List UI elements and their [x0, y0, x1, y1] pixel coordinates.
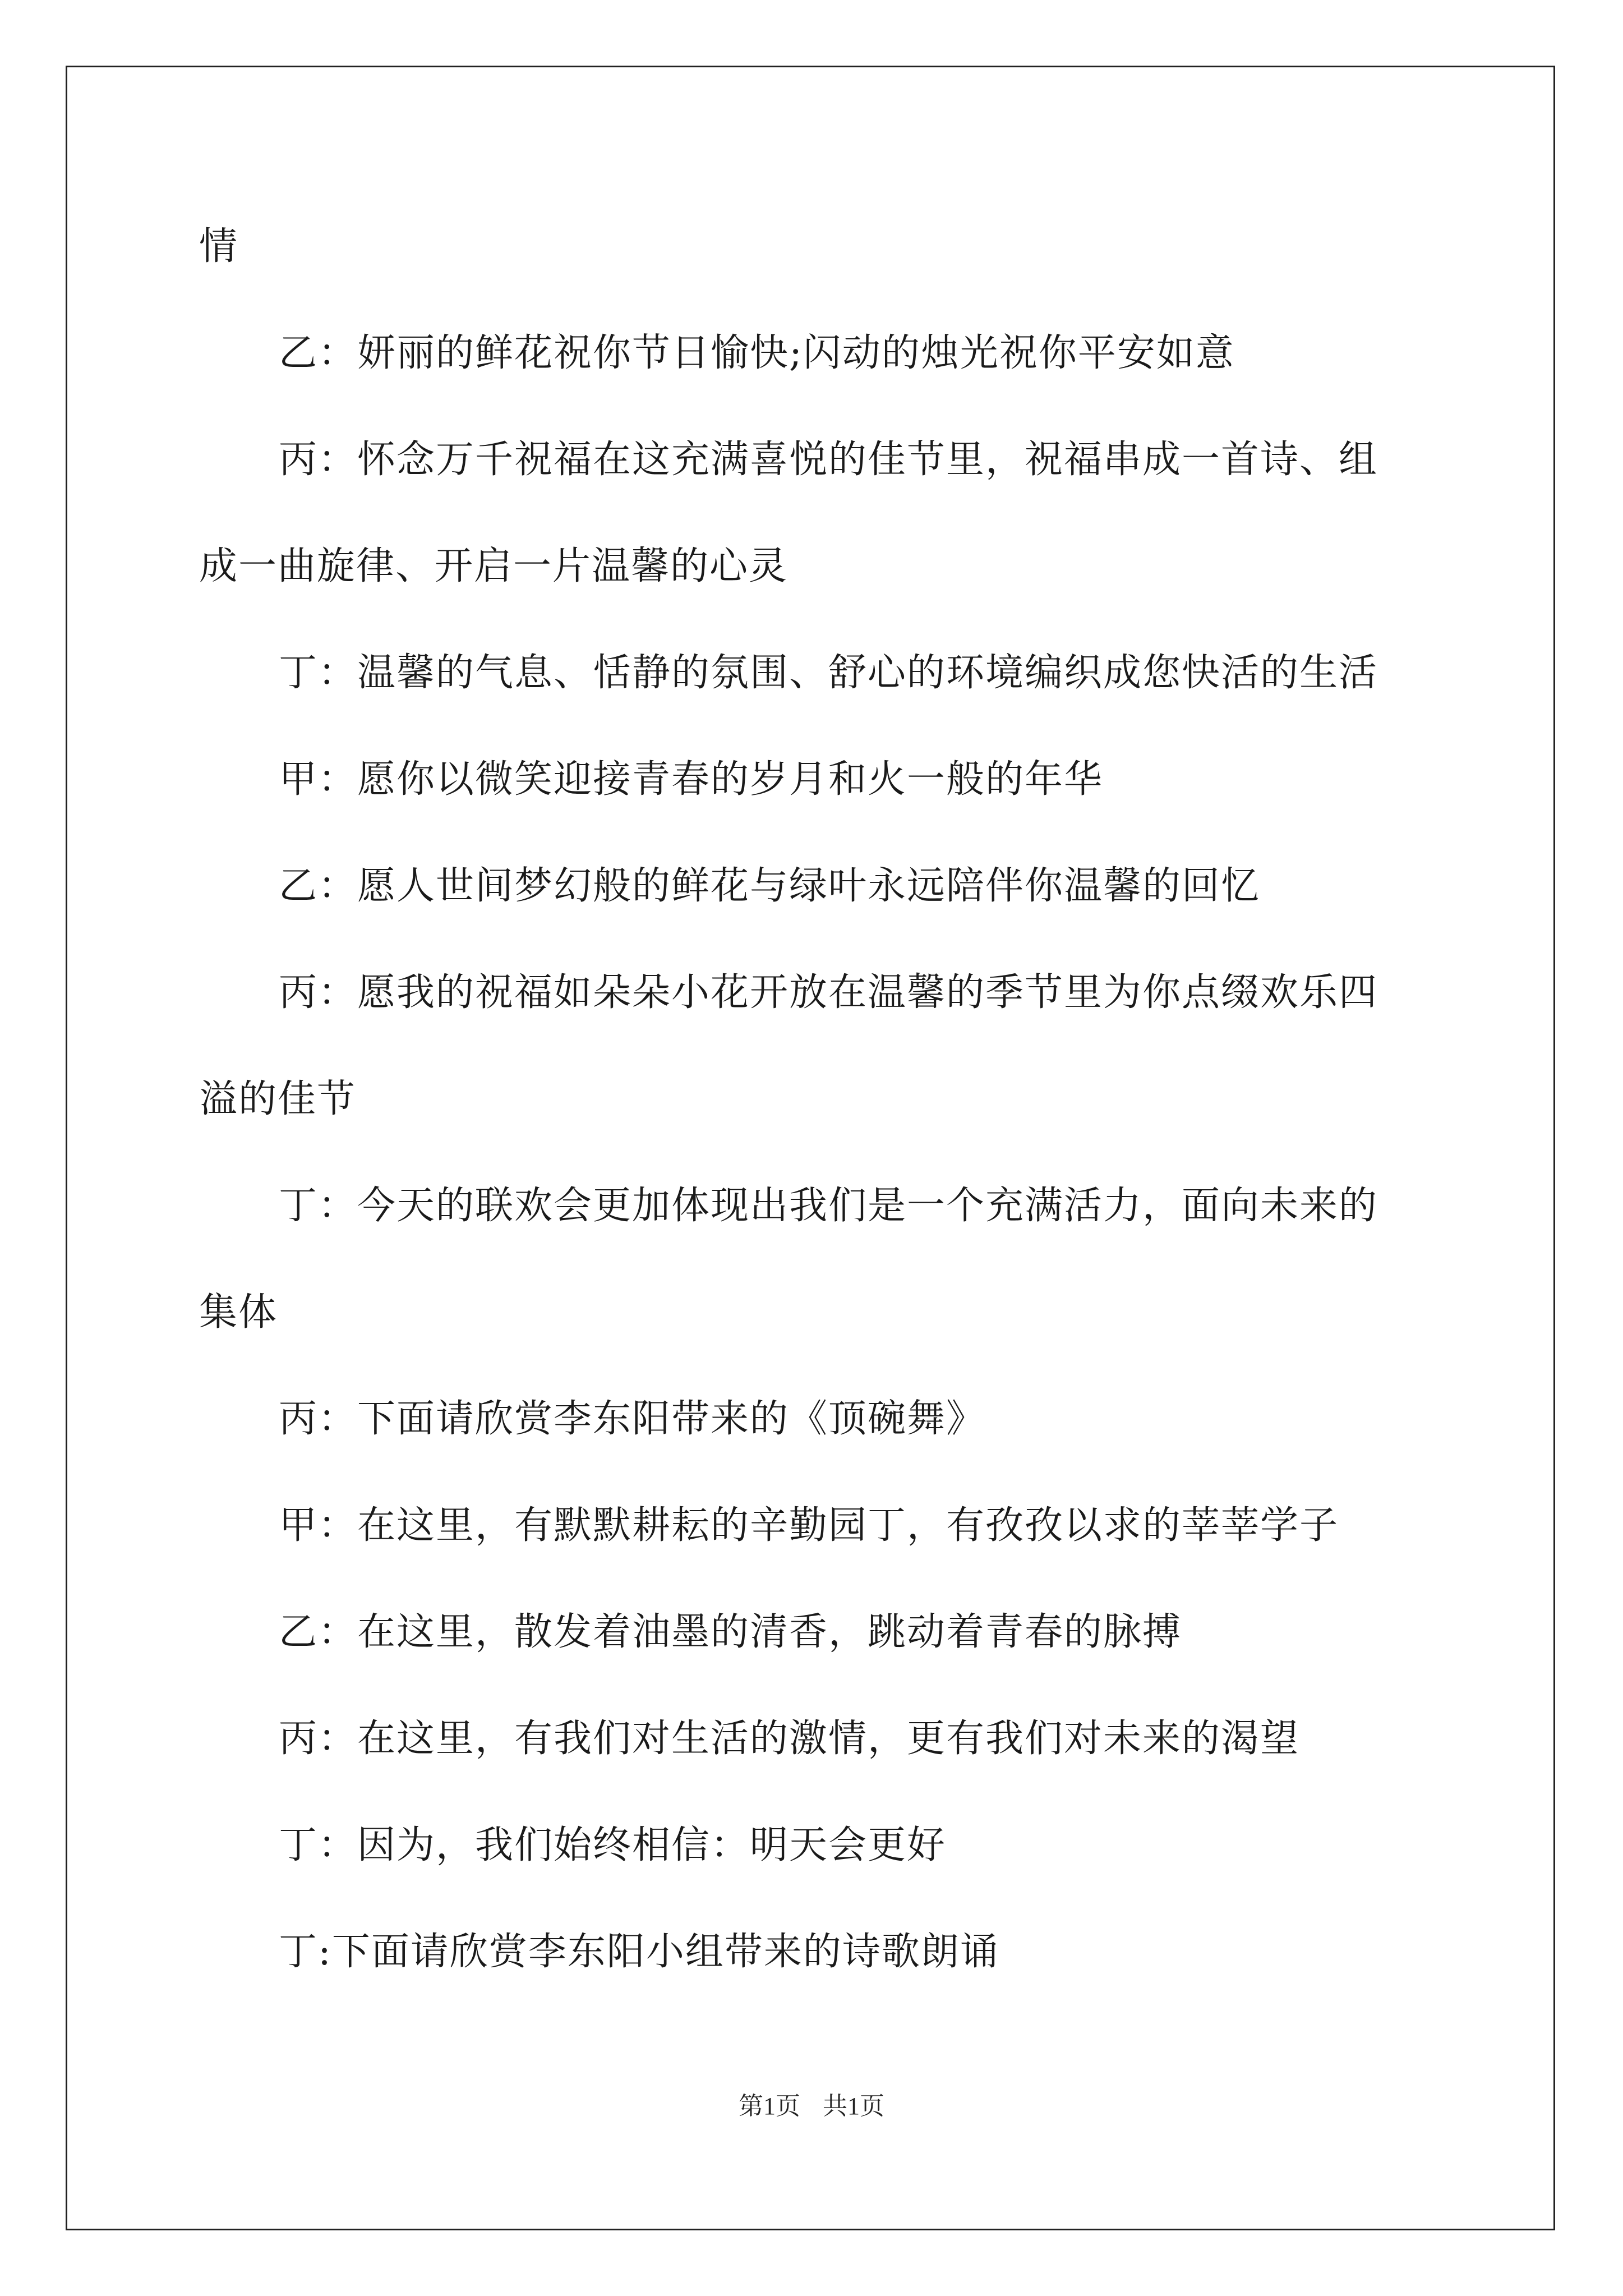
text-line-17: 丁:下面请欣赏李东阳小组带来的诗歌朗诵	[279, 1930, 999, 1974]
text-line-14: 乙：在这里，散发着油墨的清香，跳动着青春的脉搏	[279, 1610, 1182, 1654]
page-footer	[0, 2090, 1623, 2123]
page-total: 共1页	[823, 2092, 884, 2120]
page-border	[66, 66, 1555, 2230]
text-line-3: 丙：怀念万千祝福在这充满喜悦的佳节里，祝福串成一首诗、组	[279, 438, 1378, 482]
text-line-9: 溢的佳节	[199, 1077, 357, 1121]
text-line-7: 乙：愿人世间梦幻般的鲜花与绿叶永远陪伴你温馨的回忆	[279, 864, 1261, 908]
text-line-1: 情	[199, 224, 239, 269]
text-line-5: 丁：温馨的气息、恬静的氛围、舒心的环境编织成您快活的生活	[279, 651, 1378, 695]
text-line-11: 集体	[199, 1290, 278, 1335]
text-line-15: 丙：在这里，有我们对生活的激情，更有我们对未来的渴望	[279, 1717, 1300, 1761]
text-line-4: 成一曲旋律、开启一片温馨的心灵	[199, 544, 789, 588]
text-line-10: 丁：今天的联欢会更加体现出我们是一个充满活力，面向未来的	[279, 1184, 1378, 1228]
text-line-2: 乙：妍丽的鲜花祝你节日愉快;闪动的烛光祝你平安如意	[279, 331, 1235, 375]
page-number: 第1页	[739, 2092, 800, 2120]
text-line-8: 丙：愿我的祝福如朵朵小花开放在温馨的季节里为你点缀欢乐四	[279, 970, 1378, 1015]
text-line-13: 甲：在这里，有默默耕耘的辛勤园丁，有孜孜以求的莘莘学子	[279, 1503, 1339, 1548]
text-line-6: 甲：愿你以微笑迎接青春的岁月和火一般的年华	[279, 757, 1104, 802]
text-line-12: 丙：下面请欣赏李东阳带来的《顶碗舞》	[279, 1397, 986, 1441]
text-line-16: 丁：因为，我们始终相信：明天会更好	[279, 1823, 947, 1867]
